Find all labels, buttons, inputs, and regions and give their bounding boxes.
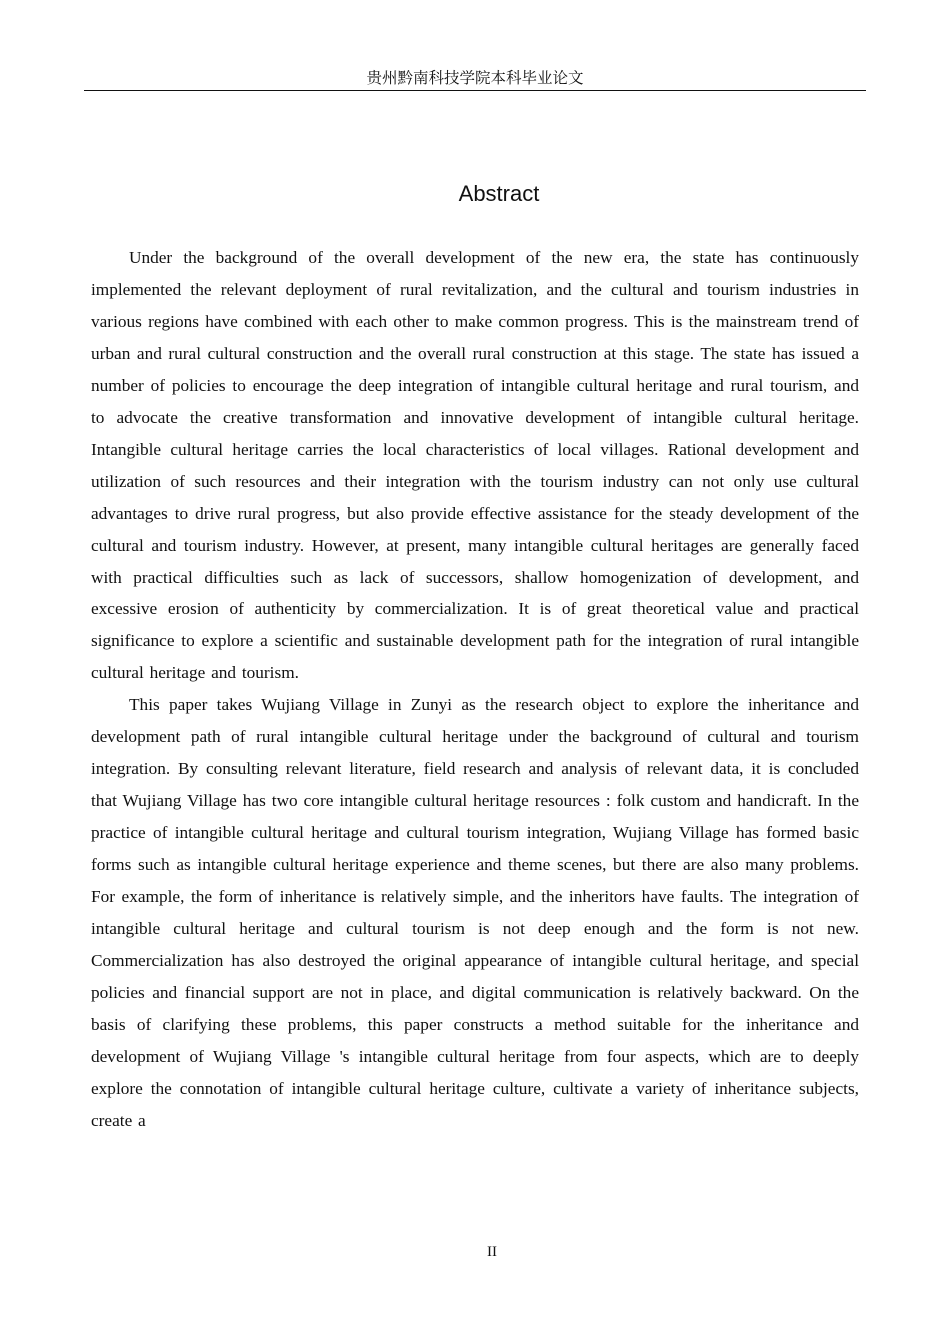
running-header: 贵州黔南科技学院本科毕业论文 — [366, 69, 584, 87]
abstract-paragraph-2: This paper takes Wujiang Village in Zunyi as the research object to explore the inheritance and development path of rural intangible cultural heritage under the background of cultural and tourism integration. By consulting relevant literature, field research and analysis of relevant data, it is concluded that Wujiang Village has two core intangible cultural heritage resources : folk custom and handicraft. In the practice of intangible cultural heritage and cultural tourism integration, Wujiang Village has formed basic forms such as intangible cultural heritage experience and theme scenes, but there are also many problems. For example, the form of inheritance is relatively simple, and the inheritors have faults. The integration of intangible cultural heritage and cultural tourism is not deep enough and the form is not new. Commercialization has also destroyed the original appearance of intangible cultural heritage, and special policies and financial support are not in place, and digital communication is relatively backward. On the basis of clarifying these problems, this paper constructs a method suitable for the inheritance and development of Wujiang Village 's intangible cultural heritage from four aspects, which are to deeply explore the connotation of intangible cultural heritage culture, cultivate a variety of inheritance subjects, create a — [91, 695, 859, 1130]
header-rule — [84, 90, 866, 91]
page-number: II — [487, 1244, 497, 1260]
abstract-body — [91, 242, 859, 1137]
abstract-paragraph-1: Under the background of the overall development of the new era, the state has continuously implemented the relevant deployment of rural revitalization, and the cultural and tourism industries in various regions have combined with each other to make common progress. This is the mainstream trend of urban and rural cultural construction and the overall rural construction at this stage. The state has issued a number of policies to encourage the deep integration of intangible cultural heritage and rural tourism, and to advocate the creative transformation and innovative development of intangible cultural heritage. Intangible cultural heritage carries the local characteristics of local villages. Rational development and utilization of such resources and their integration with the tourism industry can not only use cultural advantages to drive rural progress, but also provide effective assistance for the steady development of the cultural and tourism industry. However, at present, many intangible cultural heritages are generally faced with practical difficulties such as lack of successors, shallow homogenization of development, and excessive erosion of authenticity by commercialization. It is of great theoretical value and practical significance to explore a scientific and sustainable development path for the integration of rural intangible cultural heritage and tourism. — [91, 248, 859, 683]
abstract-title: Abstract — [458, 181, 540, 206]
